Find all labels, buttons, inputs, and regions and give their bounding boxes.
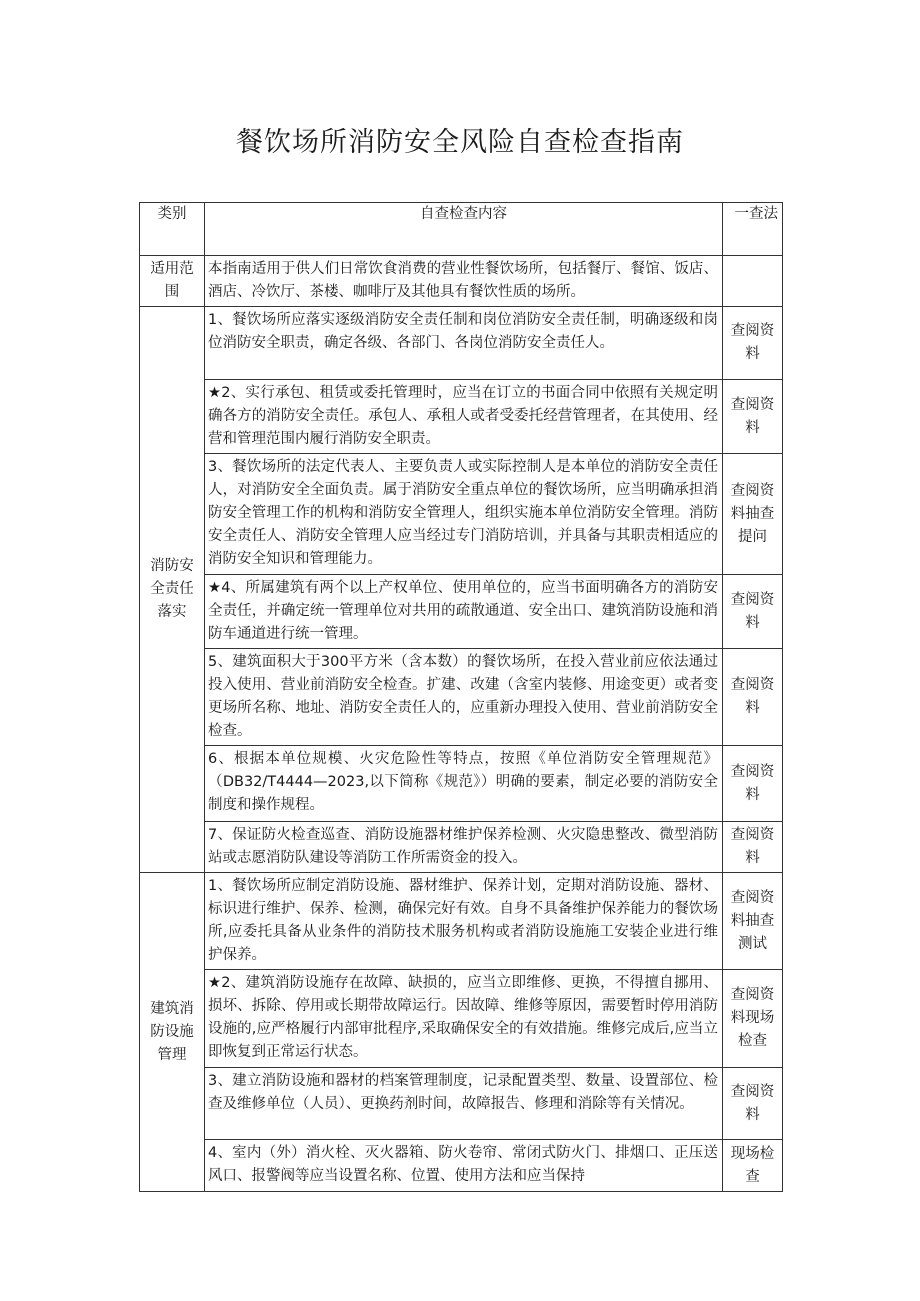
inspection-table xyxy=(139,202,783,1192)
table-row xyxy=(140,575,783,649)
item-method: 查阅资料 xyxy=(723,746,783,822)
item-content: 1、餐饮场所应制定消防设施、器材维护、保养计划，定期对消防设施、器材、标识进行维护、保养、检测，确保完好有效。自身不具备维护保养能力的餐饮场所,应委托具备从业条件的消防技术服务机构或者消防设施施工安装企业进行维护保养。 xyxy=(205,873,723,970)
item-content: 1、餐饮场所应落实逐级消防安全责任制和岗位消防安全责任制，明确逐级和岗位消防安全职责，确定各级、各部门、各岗位消防安全责任人。 xyxy=(205,307,723,380)
header-method: 一查法 xyxy=(723,203,783,256)
item-method: 查阅资料 xyxy=(723,380,783,454)
item-content: 4、室内（外）消火栓、灭火器箱、防火卷帘、常闭式防火门、排烟口、正压送风口、报警阀等应当设置名称、位置、使用方法和应当保持 xyxy=(205,1140,723,1192)
item-content: 6、根据本单位规模、火灾危险性等特点，按照《单位消防安全管理规范》（DB32/T4444—2023,以下简称《规范》）明确的要素，制定必要的消防安全制度和操作规程。 xyxy=(205,746,723,822)
table-row xyxy=(140,822,783,873)
table-row xyxy=(140,873,783,970)
page-title: 餐饮场所消防安全风险自查检查指南 xyxy=(236,127,684,158)
scope-content: 本指南适用于供人们日常饮食消费的营业性餐饮场所，包括餐厅、餐馆、饭店、酒店、冷饮厅、茶楼、咖啡厅及其他具有餐饮性质的场所。 xyxy=(205,256,723,307)
table-row xyxy=(140,454,783,575)
scope-method xyxy=(723,256,783,307)
header-category: 类别 xyxy=(140,203,205,256)
section-category: 消防安全责任落实 xyxy=(140,307,205,873)
section-category: 建筑消防设施管理 xyxy=(140,873,205,1192)
table-header-row xyxy=(140,203,783,256)
item-content: ★2、建筑消防设施存在故障、缺损的，应当立即维修、更换，不得擅自挪用、损坏、拆除、停用或长期带故障运行。因故障、维修等原因，需要暂时停用消防设施的,应严格履行内部审批程序,采取确保安全的有效措施。维修完成后,应当立即恢复到正常运行状态。 xyxy=(205,970,723,1068)
table-row xyxy=(140,1140,783,1192)
item-method: 查阅资料抽查测试 xyxy=(723,873,783,970)
item-method: 查阅资料现场检查 xyxy=(723,970,783,1068)
item-method: 查阅资料 xyxy=(723,307,783,380)
item-content: 5、建筑面积大于300平方米（含本数）的餐饮场所，在投入营业前应依法通过投入使用、营业前消防安全检查。扩建、改建（含室内装修、用途变更）或者变更场所名称、地址、消防安全责任人的，应重新办理投入使用、营业前消防安全检查。 xyxy=(205,649,723,746)
item-method: 查阅资料 xyxy=(723,822,783,873)
item-method: 现场检查 xyxy=(723,1140,783,1192)
table-row xyxy=(140,1068,783,1140)
table-row xyxy=(140,307,783,380)
item-method: 查阅资料 xyxy=(723,575,783,649)
item-method: 查阅资料 xyxy=(723,649,783,746)
scope-category: 适用范围 xyxy=(140,256,205,307)
item-content: ★4、所属建筑有两个以上产权单位、使用单位的，应当书面明确各方的消防安全责任，并确定统一管理单位对共用的疏散通道、安全出口、建筑消防设施和消防车通道进行统一管理。 xyxy=(205,575,723,649)
item-content: 3、餐饮场所的法定代表人、主要负责人或实际控制人是本单位的消防安全责任人，对消防安全全面负责。属于消防安全重点单位的餐饮场所，应当明确承担消防安全管理工作的机构和消防安全管理人，组织实施本单位消防安全管理。消防安全责任人、消防安全管理人应当经过专门消防培训，并具备与其职责相适应的消防安全知识和管理能力。 xyxy=(205,454,723,575)
item-method: 查阅资料抽查提问 xyxy=(723,454,783,575)
item-content: 3、建立消防设施和器材的档案管理制度，记录配置类型、数量、设置部位、检查及维修单位（人员）、更换药剂时间，故障报告、修理和消除等有关情况。 xyxy=(205,1068,723,1140)
table-row xyxy=(140,256,783,307)
table-row xyxy=(140,746,783,822)
item-content: ★2、实行承包、租赁或委托管理时，应当在订立的书面合同中依照有关规定明确各方的消防安全责任。承包人、承租人或者受委托经营管理者，在其使用、经营和管理范围内履行消防安全职责。 xyxy=(205,380,723,454)
table-row xyxy=(140,649,783,746)
table-row xyxy=(140,970,783,1068)
table-row xyxy=(140,380,783,454)
header-content: 自查检查内容 xyxy=(205,203,723,256)
item-method: 查阅资料 xyxy=(723,1068,783,1140)
item-content: 7、保证防火检查巡查、消防设施器材维护保养检测、火灾隐患整改、微型消防站或志愿消防队建设等消防工作所需资金的投入。 xyxy=(205,822,723,873)
